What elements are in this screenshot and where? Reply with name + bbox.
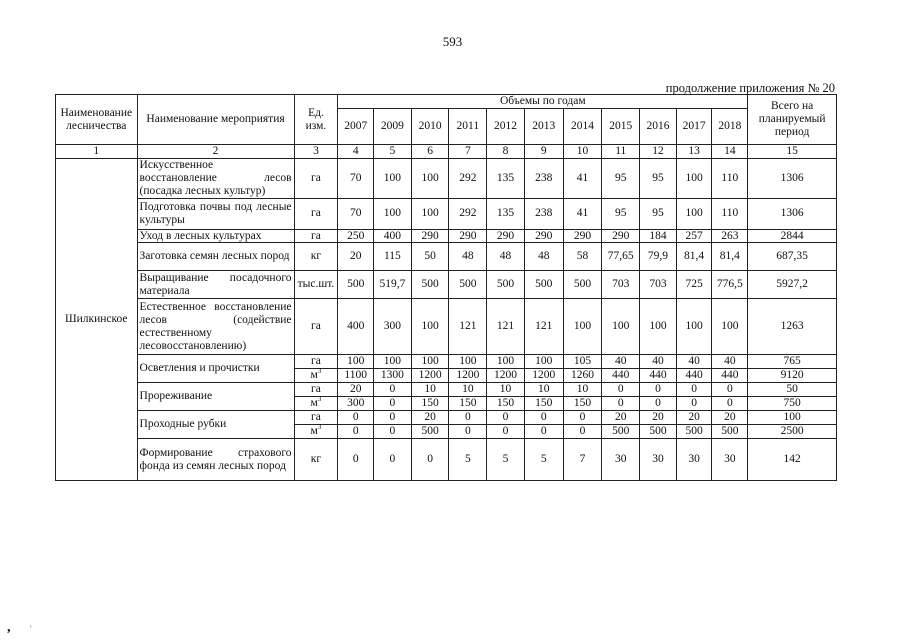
value-cell: 500 (640, 425, 677, 439)
column-number: 7 (449, 145, 487, 159)
value-cell: 0 (712, 383, 748, 397)
continuation-note: продолжение приложения № 20 (665, 81, 835, 95)
unit-cell (294, 369, 338, 383)
value-cell: 100 (374, 198, 412, 229)
value-cell: 48 (524, 243, 563, 271)
value-cell: 0 (676, 383, 712, 397)
value-cell: 0 (374, 397, 412, 411)
value-cell: 300 (374, 299, 412, 355)
value-cell: 30 (640, 439, 677, 481)
unit-base: м (310, 369, 318, 382)
column-number: 9 (524, 145, 563, 159)
corner-mark-small: ' (30, 624, 32, 634)
value-cell: 0 (411, 439, 449, 481)
value-cell: 0 (374, 425, 412, 439)
value-cell: 500 (524, 271, 563, 299)
activity-name: Прореживание (137, 383, 294, 411)
activity-name: Осветления и прочистки (137, 355, 294, 383)
unit-base: м (310, 397, 318, 410)
unit-cell (294, 425, 338, 439)
value-cell: 725 (676, 271, 712, 299)
value-cell: 81,4 (712, 243, 748, 271)
value-cell: 10 (563, 383, 602, 397)
table-row (56, 243, 837, 271)
corner-mark: , (7, 620, 11, 635)
value-cell: 0 (640, 397, 677, 411)
value-cell: 440 (602, 369, 640, 383)
value-cell: 100 (602, 299, 640, 355)
activity-name: Заготовка семян лесных пород (137, 243, 294, 271)
column-number: 10 (563, 145, 602, 159)
value-cell: 7 (563, 439, 602, 481)
value-cell: 30 (602, 439, 640, 481)
year-header: 2018 (712, 109, 748, 145)
value-cell: 20 (338, 243, 374, 271)
column-number: 8 (487, 145, 525, 159)
value-cell: 100 (449, 355, 487, 369)
value-cell: 95 (602, 198, 640, 229)
unit-cell: кг (294, 439, 338, 481)
value-cell: 290 (411, 229, 449, 243)
unit-cell: га (294, 229, 338, 243)
value-cell: 20 (640, 411, 677, 425)
value-cell: 0 (602, 383, 640, 397)
value-cell: 40 (712, 355, 748, 369)
total-cell: 765 (748, 355, 837, 369)
value-cell: 100 (411, 299, 449, 355)
page-number: 593 (442, 34, 463, 49)
value-cell: 0 (640, 383, 677, 397)
value-cell: 20 (338, 383, 374, 397)
total-cell: 1306 (748, 198, 837, 229)
value-cell: 79,9 (640, 243, 677, 271)
value-cell: 150 (411, 397, 449, 411)
total-cell: 1306 (748, 158, 837, 198)
year-header: 2014 (563, 109, 602, 145)
value-cell: 100 (676, 158, 712, 198)
value-cell: 250 (338, 229, 374, 243)
value-cell: 440 (712, 369, 748, 383)
value-cell: 300 (338, 397, 374, 411)
value-cell: 121 (524, 299, 563, 355)
value-cell: 500 (602, 425, 640, 439)
unit-cell (294, 397, 338, 411)
value-cell: 100 (411, 198, 449, 229)
value-cell: 95 (602, 158, 640, 198)
table-row (56, 355, 837, 369)
year-header: 2016 (640, 109, 677, 145)
value-cell: 0 (676, 397, 712, 411)
value-cell: 100 (338, 355, 374, 369)
column-number: 11 (602, 145, 640, 159)
total-cell: 142 (748, 439, 837, 481)
value-cell: 290 (449, 229, 487, 243)
column-number: 2 (137, 145, 294, 159)
unit-exponent: 3 (317, 367, 322, 376)
header-volumes: Объемы по годам (338, 95, 748, 109)
value-cell: 500 (676, 425, 712, 439)
table-row (56, 299, 837, 355)
value-cell: 100 (374, 158, 412, 198)
activity-name: Проходные рубки (137, 411, 294, 439)
header-unit: Ед. изм. (294, 95, 338, 145)
column-number: 6 (411, 145, 449, 159)
value-cell: 0 (524, 425, 563, 439)
value-cell: 0 (338, 439, 374, 481)
activity-name: Уход в лесных культурах (137, 229, 294, 243)
year-header: 2013 (524, 109, 563, 145)
value-cell: 263 (712, 229, 748, 243)
value-cell: 48 (449, 243, 487, 271)
value-cell: 0 (374, 411, 412, 425)
value-cell: 1200 (411, 369, 449, 383)
value-cell: 10 (411, 383, 449, 397)
value-cell: 105 (563, 355, 602, 369)
column-number: 14 (712, 145, 748, 159)
total-cell: 1263 (748, 299, 837, 355)
value-cell: 0 (563, 425, 602, 439)
value-cell: 150 (563, 397, 602, 411)
value-cell: 257 (676, 229, 712, 243)
value-cell: 81,4 (676, 243, 712, 271)
year-header: 2007 (338, 109, 374, 145)
value-cell: 0 (563, 411, 602, 425)
value-cell: 290 (602, 229, 640, 243)
value-cell: 500 (411, 271, 449, 299)
value-cell: 500 (712, 425, 748, 439)
value-cell: 184 (640, 229, 677, 243)
value-cell: 100 (411, 158, 449, 198)
value-cell: 0 (449, 411, 487, 425)
value-cell: 115 (374, 243, 412, 271)
value-cell: 150 (524, 397, 563, 411)
value-cell: 100 (676, 198, 712, 229)
activity-name: Выращивание посадочного материала (137, 271, 294, 299)
value-cell: 400 (374, 229, 412, 243)
value-cell: 100 (712, 299, 748, 355)
header-forestry: Наименование лесничества (56, 95, 138, 145)
total-cell: 2844 (748, 229, 837, 243)
value-cell: 0 (712, 397, 748, 411)
column-number: 15 (748, 145, 837, 159)
value-cell: 292 (449, 158, 487, 198)
unit-cell: га (294, 158, 338, 198)
table-row (56, 439, 837, 481)
column-number: 3 (294, 145, 338, 159)
value-cell: 95 (640, 158, 677, 198)
total-cell: 750 (748, 397, 837, 411)
value-cell: 100 (374, 355, 412, 369)
header-activity: Наименование мероприятия (137, 95, 294, 145)
year-header: 2017 (676, 109, 712, 145)
value-cell: 100 (563, 299, 602, 355)
value-cell: 5 (449, 439, 487, 481)
table-row (56, 411, 837, 425)
value-cell: 10 (449, 383, 487, 397)
value-cell: 121 (449, 299, 487, 355)
value-cell: 41 (563, 158, 602, 198)
year-header: 2011 (449, 109, 487, 145)
forestry-name: Шилкинское (56, 158, 138, 481)
value-cell: 30 (676, 439, 712, 481)
value-cell: 70 (338, 198, 374, 229)
value-cell: 100 (411, 355, 449, 369)
value-cell: 100 (524, 355, 563, 369)
value-cell: 1260 (563, 369, 602, 383)
value-cell: 77,65 (602, 243, 640, 271)
value-cell: 440 (640, 369, 677, 383)
value-cell: 10 (487, 383, 525, 397)
value-cell: 20 (411, 411, 449, 425)
table-row (56, 158, 837, 198)
value-cell: 703 (640, 271, 677, 299)
total-cell: 100 (748, 411, 837, 425)
value-cell: 100 (640, 299, 677, 355)
year-header: 2012 (487, 109, 525, 145)
value-cell: 400 (338, 299, 374, 355)
column-number: 1 (56, 145, 138, 159)
value-cell: 292 (449, 198, 487, 229)
column-number: 12 (640, 145, 677, 159)
value-cell: 290 (563, 229, 602, 243)
unit-cell: га (294, 198, 338, 229)
value-cell: 0 (338, 425, 374, 439)
value-cell: 58 (563, 243, 602, 271)
year-header: 2009 (374, 109, 412, 145)
column-number: 4 (338, 145, 374, 159)
value-cell: 40 (640, 355, 677, 369)
unit-base: м (310, 425, 318, 438)
value-cell: 30 (712, 439, 748, 481)
value-cell: 41 (563, 198, 602, 229)
unit-cell: га (294, 355, 338, 369)
value-cell: 440 (676, 369, 712, 383)
activity-name: Естественное восстановление лесов (содействие естественному лесовосстановлению) (137, 299, 294, 355)
table-row (56, 271, 837, 299)
value-cell: 40 (602, 355, 640, 369)
value-cell: 48 (487, 243, 525, 271)
value-cell: 500 (563, 271, 602, 299)
value-cell: 0 (487, 411, 525, 425)
value-cell: 100 (676, 299, 712, 355)
value-cell: 0 (524, 411, 563, 425)
total-cell: 5927,2 (748, 271, 837, 299)
year-header: 2015 (602, 109, 640, 145)
value-cell: 0 (449, 425, 487, 439)
value-cell: 70 (338, 158, 374, 198)
value-cell: 20 (602, 411, 640, 425)
value-cell: 150 (487, 397, 525, 411)
value-cell: 500 (449, 271, 487, 299)
value-cell: 121 (487, 299, 525, 355)
value-cell: 20 (712, 411, 748, 425)
value-cell: 10 (524, 383, 563, 397)
value-cell: 1200 (449, 369, 487, 383)
value-cell: 0 (602, 397, 640, 411)
value-cell: 110 (712, 158, 748, 198)
activity-name: Искусственное восстановление лесов (посадка лесных культур) (137, 158, 294, 198)
table-row (56, 229, 837, 243)
unit-exponent: 3 (317, 395, 322, 404)
column-number: 13 (676, 145, 712, 159)
value-cell: 0 (487, 425, 525, 439)
value-cell: 20 (676, 411, 712, 425)
value-cell: 500 (411, 425, 449, 439)
total-cell: 50 (748, 383, 837, 397)
unit-cell: кг (294, 243, 338, 271)
unit-cell: га (294, 411, 338, 425)
value-cell: 1100 (338, 369, 374, 383)
value-cell: 0 (374, 439, 412, 481)
unit-cell: тыс.шт. (294, 271, 338, 299)
unit-exponent: 3 (317, 423, 322, 432)
value-cell: 703 (602, 271, 640, 299)
value-cell: 5 (487, 439, 525, 481)
value-cell: 150 (449, 397, 487, 411)
total-cell: 9120 (748, 369, 837, 383)
value-cell: 519,7 (374, 271, 412, 299)
value-cell: 776,5 (712, 271, 748, 299)
forest-activities-table (55, 94, 837, 481)
total-cell: 2500 (748, 425, 837, 439)
value-cell: 0 (338, 411, 374, 425)
value-cell: 100 (487, 355, 525, 369)
total-cell: 687,35 (748, 243, 837, 271)
value-cell: 1200 (487, 369, 525, 383)
value-cell: 290 (487, 229, 525, 243)
value-cell: 290 (524, 229, 563, 243)
value-cell: 40 (676, 355, 712, 369)
value-cell: 95 (640, 198, 677, 229)
value-cell: 1300 (374, 369, 412, 383)
value-cell: 238 (524, 198, 563, 229)
value-cell: 0 (374, 383, 412, 397)
value-cell: 50 (411, 243, 449, 271)
value-cell: 135 (487, 198, 525, 229)
activity-name: Подготовка почвы под лесные культуры (137, 198, 294, 229)
value-cell: 238 (524, 158, 563, 198)
value-cell: 135 (487, 158, 525, 198)
value-cell: 1200 (524, 369, 563, 383)
year-header: 2010 (411, 109, 449, 145)
table-row (56, 383, 837, 397)
value-cell: 110 (712, 198, 748, 229)
column-number: 5 (374, 145, 412, 159)
value-cell: 500 (338, 271, 374, 299)
header-total: Всего на планируемый период (748, 95, 837, 145)
table-row (56, 198, 837, 229)
unit-cell: га (294, 299, 338, 355)
value-cell: 5 (524, 439, 563, 481)
unit-cell: га (294, 383, 338, 397)
value-cell: 500 (487, 271, 525, 299)
activity-name: Формирование страхового фонда из семян лесных пород (137, 439, 294, 481)
